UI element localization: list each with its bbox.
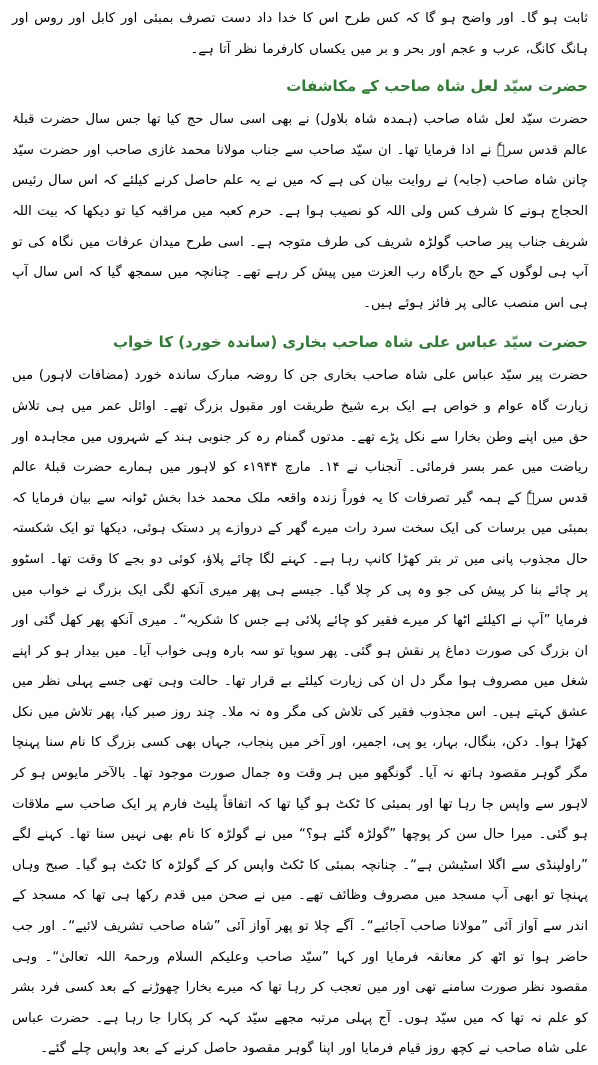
intro-paragraph: ثابت ہو گا۔ اور واضح ہو گا کہ کس طرح اس کا خدا داد دست تصرف بمبئی اور کابل اور روس اور ہانگ کانگ، عرب و عجم اور بحر و بر میں یکساں کارفرما نظر آتا ہے۔	[12, 11, 588, 57]
section-paragraph-lal-shah: حضرت سیّد لعل شاہ صاحب (ہمدہ شاہ بلاول) نے بھی اسی سال حج کیا تھا جس سال حضرت قبلۂ عالم قدس سرہٗ نے ادا فرمایا تھا۔ ان سیّد صاحب سے جناب مولانا محمد غازی صاحب اور حضرت سیّد چانن شاہ صاحب (جابہ) نے روایت بیان کی ہے کہ میں نے یہ علم حاصل کرنے کیلئے کہ اس سال رئیس الحجاج ہونے کا شرف کس ولی اللہ کو نصیب ہوا ہے۔ حرم کعبہ میں مراقبہ کیا تو دیکھا کہ بیت اللہ شریف جناب پیر صاحب گولڑہ شریف کی طرف متوجہ ہے۔ اسی طرح میدان عرفات میں نگاہ کی تو آپ ہی لوگوں کے حج بارگاہ رب العزت میں پیش کر رہے تھے۔ چنانچہ میں سمجھ گیا کہ اس سال آپ ہی اس منصب عالی پر فائز ہوئے ہیں۔	[12, 112, 588, 311]
section-heading-lal-shah: حضرت سیّد لعل شاہ صاحب کے مکاشفات	[286, 77, 588, 96]
section-paragraph-abbas-ali-shah: حضرت پیر سیّد عباس علی شاہ صاحب بخاری جن کا روضہ مبارک ساندہ خورد (مضافات لاہور) میں زیارت گاہ عوام و خواص ہے ایک برے شیخ طریقت اور مقبول بزرگ تھے۔ اوائل عمر میں ہی تلاش حق میں اپنے وطن بخارا سے نکل پڑے تھے۔ مدتوں گمنام رہ کر جنوبی ہند کے شہروں میں مجاہدہ اور ریاضت میں عمر بسر فرمائی۔ آنجناب نے ۱۴۔ مارچ ۱۹۴۴ء کو لاہور میں ہمارے حضرت قبلۂ عالم قدس سرہٗ کے ہمہ گیر تصرفات کا یہ فوراً زندہ واقعہ ملک محمد خدا بخش ٹوانہ سے بیان فرمایا کہ بمبئی میں برسات کی ایک سخت سرد رات میرے گھر کے دروازے پر دستک ہوئی، دیکھا تو ایک شکستہ حال مجذوب پانی میں تر بتر کھڑا کانپ رہا ہے۔ کہنے لگا چائے پلاؤ، کوئی دو بجے کا وقت تھا۔ اسٹوو پر چائے بنا کر پیش کی جو وہ پی کر چلا گیا۔ جیسے ہی پھر میری آنکھ لگی ایک بزرگ نے خواب میں فرمایا ”آپ نے اکیلئے اٹھا کر میرے فقیر کو چائے پلائی ہے جس کا شکریہ“۔ میری آنکھ پھر کھل گئی اور ان بزرگ کی صورت دماغ پر نقش ہو گئی۔ پھر سویا تو سہ بارہ وہی خواب آیا۔ میں بیدار ہو کر اپنے شغل میں مصروف ہوا مگر دل ان کی زیارت کیلئے بے قرار تھا۔ حالت وہی تھی جسے پہلی نظر میں عشق کہتے ہیں۔ اس مجذوب فقیر کی تلاش کی مگر وہ نہ ملا۔ چند روز صبر کیا، پھر تلاش میں نکل کھڑا ہوا۔ دکن، بنگال، بہار، یو پی، اجمیر، اور آخر میں پنجاب، جہاں بھی کسی بزرگ کا نام سنا پہنچا مگر گوہر مقصود ہاتھ نہ آیا۔ گونگھو میں ہر وقت وہ جمال صورت موجود تھا۔ بالآخر مایوس ہو کر لاہور سے واپس جا رہا تھا اور بمبئی کا ٹکٹ ہو گیا تھا کہ اتفاقاً پلیٹ فارم پر ایک صاحب سے ملاقات ہو گئی۔ میرا حال سن کر پوچھا ”گولڑہ گئے ہو؟“ میں نے گولڑہ کا نام بھی نہیں سنا تھا۔ کہنے لگے ”راولپنڈی سے اگلا اسٹیشن ہے“۔ چنانچہ بمبئی کا ٹکٹ واپس کر کے گولڑہ کا ٹکٹ ہو گیا۔ صبح وہاں پہنچا تو ابھی آپ مسجد میں مصروف وظائف تھے۔ میں نے صحن میں قدم رکھا ہی تھا کہ مسجد کے اندر سے آواز آئی ”مولانا صاحب آجائیے“۔ آگے چلا تو پھر آواز آئی ”شاہ صاحب تشریف لائیے“۔ اور جب حاضر ہوا تو اٹھ کر معانقہ فرمایا اور کہا ”سیّد صاحب وعلیکم السلام ورحمۃ اللہ تعالیٰ“۔ وہی مقصود نظر صورت سامنے تھی اور میں تعجب کر رہا تھا کہ میرے بخارا چھوڑنے کے بعد کسی فرد بشر کو علم نہ تھا کہ میں سیّد ہوں۔ آج پہلی مرتبہ مجھے سیّد کہہ کر پکارا جا رہا ہے۔ حضرت عباس علی شاہ صاحب نے کچھ روز قیام فرمایا اور اپنا گوہر مقصود حاصل کرنے کے بعد واپس چلے گئے۔	[12, 368, 588, 1057]
section-heading-abbas-ali-shah: حضرت سیّد عباس علی شاہ صاحب بخاری (ساندہ خورد) کا خواب	[113, 333, 588, 352]
